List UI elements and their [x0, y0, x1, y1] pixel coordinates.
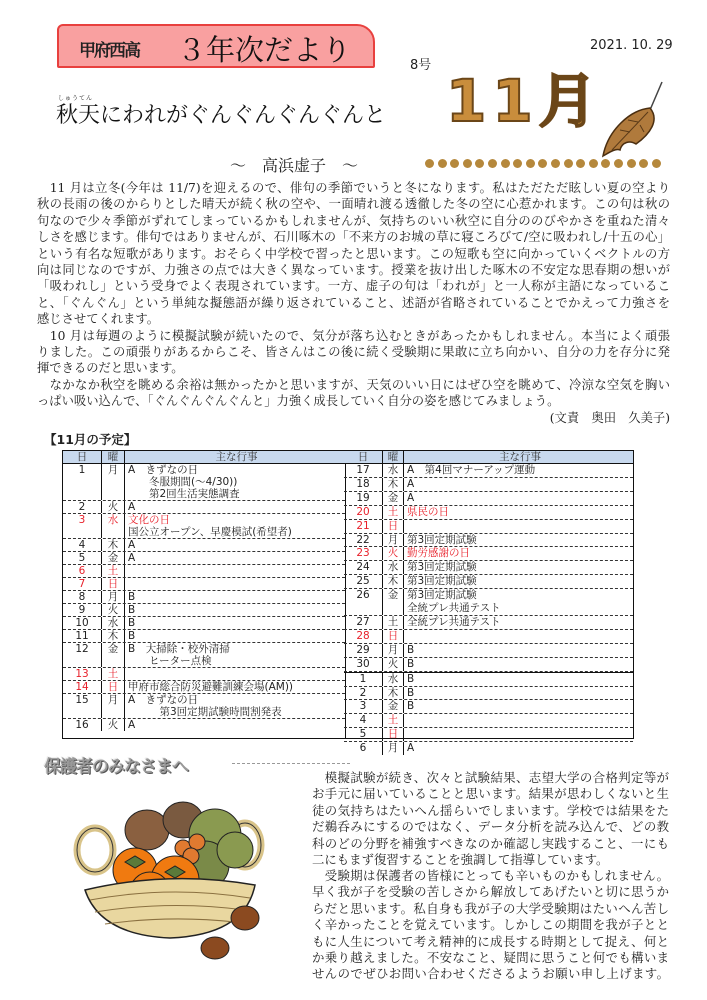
row-day: 水: [383, 561, 404, 574]
divider-dot: [589, 159, 598, 168]
row-day: 日: [383, 520, 404, 533]
schedule-row: [344, 589, 633, 616]
row-day: 金: [383, 492, 404, 505]
row-events: [404, 575, 633, 588]
event-line: [407, 714, 633, 727]
divider-dot: [551, 159, 560, 168]
row-events: [404, 561, 633, 574]
row-date: 26: [344, 589, 383, 615]
parents-message: [312, 770, 669, 983]
row-events: [404, 742, 633, 755]
schedule-row: [344, 547, 633, 561]
row-events: [125, 552, 345, 564]
schedule-row: [63, 578, 345, 591]
row-events: [125, 617, 345, 629]
issue-date: 2021. 10. 29: [590, 38, 673, 53]
row-events: [404, 478, 633, 491]
divider-dot: [463, 159, 472, 168]
header-events: 主な行事: [499, 451, 541, 463]
row-events: [125, 565, 345, 577]
row-day: 木: [102, 630, 125, 642]
newsletter-title: ３年次だより: [177, 33, 352, 67]
school-name: 甲府西高: [79, 41, 139, 61]
row-date: 24: [344, 561, 383, 574]
row-day: 月: [383, 644, 404, 657]
autumn-leaf-icon: [600, 80, 670, 160]
row-events: [125, 719, 345, 731]
article-line: 「吸われし」という受身でよく表現されています。一方、虚子の句は「われが」と一人称が主語になっているこ: [37, 279, 670, 294]
event-line: A: [128, 539, 136, 551]
row-date: 23: [344, 547, 383, 560]
table-header-row: [63, 451, 345, 464]
row-day: 金: [102, 643, 125, 667]
schedule-row: [63, 694, 345, 719]
parents-section-title: 保護者のみなさまへ: [44, 757, 188, 777]
schedule-row: [63, 565, 345, 578]
parents-message-line: か乗り越えました。不安なこと、疑問に思うこと何でも構いま: [312, 949, 669, 965]
parents-message-line: 科のどの分野を補強すべきなのか確認し実践すること、一にも: [312, 835, 669, 851]
divider-dot: [450, 159, 459, 168]
row-day: 木: [383, 687, 404, 700]
row-events: [125, 681, 345, 693]
divider-dot: [564, 159, 573, 168]
schedule-row: [63, 681, 345, 694]
schedule-row: [344, 616, 633, 630]
schedule-row: [63, 604, 345, 617]
row-events: [125, 591, 345, 603]
row-day: 土: [102, 668, 125, 680]
divider-dot: [576, 159, 585, 168]
row-date: 10: [63, 617, 102, 629]
row-day: 木: [383, 575, 404, 588]
row-date: 4: [344, 714, 383, 727]
header-date: 日: [344, 451, 383, 463]
row-date: 3: [344, 700, 383, 713]
schedule-row: [344, 478, 633, 492]
event-line: ヒーター点検: [128, 655, 212, 667]
row-day: 火: [383, 547, 404, 560]
row-day: 土: [102, 565, 125, 577]
row-day: 月: [102, 591, 125, 603]
row-date: 8: [63, 591, 102, 603]
event-line: A: [407, 491, 415, 504]
schedule-row: [344, 561, 633, 575]
dot-divider: [425, 159, 661, 168]
row-events: [125, 514, 345, 538]
divider-dot: [501, 159, 510, 168]
row-events: [404, 728, 633, 741]
row-day: 水: [383, 464, 404, 477]
row-day: 木: [383, 478, 404, 491]
divider-dot: [601, 159, 610, 168]
row-date: 13: [63, 668, 102, 680]
event-line: A: [407, 742, 415, 755]
event-line: 第3回定期試験: [407, 561, 477, 574]
event-line: 国公立オープン、早慶模試(希望者): [128, 526, 292, 538]
row-events: [125, 643, 345, 667]
row-date: 3: [63, 514, 102, 538]
event-line: A: [128, 552, 136, 564]
article-line: 11 月は立冬(今年は 11/7)を迎えるので、俳句の季節でいうと冬になります。私はただただ眩しい夏の空より: [49, 181, 670, 195]
row-date: 28: [344, 630, 383, 643]
schedule-row: [344, 520, 633, 534]
row-events: [404, 589, 633, 615]
article-line: 秋の長雨の後のからりとした晴天が続く秋の空や、一面晴れ渡る透徹した冬の空に心惹かれます。この句は秋の: [37, 197, 670, 212]
divider-dot: [614, 159, 623, 168]
schedule-row: [63, 539, 345, 552]
event-line: A: [128, 719, 136, 731]
schedule-row: [63, 643, 345, 668]
divider-dot: [627, 159, 636, 168]
schedule-row: [344, 575, 633, 589]
row-events: [404, 520, 633, 533]
row-day: 金: [383, 700, 404, 713]
event-line: [407, 520, 633, 533]
row-events: [404, 700, 633, 713]
row-date: 1: [344, 673, 383, 686]
schedule-row: [344, 534, 633, 548]
row-events: [404, 547, 633, 560]
row-day: 日: [383, 728, 404, 741]
row-date: 12: [63, 643, 102, 667]
table-header-row: [344, 451, 633, 464]
event-line: 第3回定期試験: [407, 589, 477, 602]
row-events: [404, 630, 633, 643]
parents-message-line: もに人生について考え精神的に成長する時期として捉え、何と: [312, 933, 669, 949]
schedule-row: [63, 630, 345, 643]
event-line: B: [128, 591, 136, 603]
row-events: [125, 604, 345, 616]
row-day: 水: [383, 673, 404, 686]
row-events: [404, 534, 633, 547]
header-events: 主な行事: [215, 451, 258, 463]
row-date: 21: [344, 520, 383, 533]
event-line: 全統プレ共通テスト: [407, 615, 501, 628]
schedule-row: [344, 644, 633, 658]
row-day: 金: [383, 589, 404, 615]
row-date: 22: [344, 534, 383, 547]
divider-dot: [538, 159, 547, 168]
schedule-row: [344, 672, 633, 687]
event-line: B: [128, 617, 136, 629]
issue-number: 8号: [410, 58, 432, 73]
row-day: 土: [383, 714, 404, 727]
row-day: 月: [383, 742, 404, 755]
article-line: と、「ぐんぐん」という単純な擬態語が繰り返されていること、述語が省略されていることでかえって力強さを: [37, 295, 670, 310]
schedule-row: [63, 464, 345, 501]
article-line: 向は同じなのですが、力強さの点では大きく異なっています。授業を抜け出した啄木の不安定な思春期の想いが: [37, 262, 670, 277]
month-heading: 11月: [446, 67, 603, 135]
schedule-row: [344, 742, 633, 755]
row-events: [125, 668, 345, 680]
parents-message-line: く辛かったことを覚えています。しかしこの期間を我が子とと: [312, 917, 669, 933]
event-line: [128, 578, 345, 590]
row-events: [404, 714, 633, 727]
row-day: 火: [102, 719, 125, 731]
row-day: 土: [383, 616, 404, 629]
parents-message-line: だ鵜呑みにするのではなく、データ分析を読み込んで、どの教: [312, 819, 669, 835]
schedule-title: 【11月の予定】: [44, 432, 137, 447]
row-day: 月: [383, 534, 404, 547]
article-line: 揮できるのだと思います。: [37, 361, 184, 376]
row-date: 9: [63, 604, 102, 616]
row-events: [125, 539, 345, 551]
row-events: [125, 464, 345, 500]
article-line: なかなか秋空を眺める余裕は無かったかと思いますが、天気のいい日にはぜひ空を眺めて、冷涼な空気を胸い: [37, 377, 670, 392]
row-date: 16: [63, 719, 102, 731]
schedule-row: [63, 501, 345, 514]
event-line: 全統プレ共通テスト: [407, 602, 501, 615]
main-article: [37, 180, 670, 426]
row-date: 20: [344, 506, 383, 519]
article-line: という有名な短歌があります。おそらく中学校で習ったと思います。この短歌も空に向かっていくベクトルの方: [37, 246, 670, 261]
row-day: 火: [102, 501, 125, 513]
schedule-row: [63, 617, 345, 630]
row-day: 水: [102, 514, 125, 538]
row-date: 5: [63, 552, 102, 564]
row-events: [404, 658, 633, 671]
divider-dot: [488, 159, 497, 168]
row-day: 火: [102, 604, 125, 616]
event-line: [128, 668, 345, 680]
haiku-author: ～ 高浜虚子 ～: [230, 156, 359, 175]
event-line: B: [128, 604, 136, 616]
event-line: B: [407, 700, 415, 713]
event-line: A きずなの日: [128, 694, 199, 706]
event-line: [128, 565, 345, 577]
row-date: 7: [63, 578, 102, 590]
row-date: 6: [344, 742, 383, 755]
article-line: 10 月は毎週のように模擬試験が続いたので、気分が落ち込むときがあったかもしれません。本当によく頑張: [37, 328, 670, 343]
event-line: A 第4回マナーアップ運動: [407, 464, 536, 476]
event-line: A: [128, 501, 136, 513]
row-date: 19: [344, 492, 383, 505]
event-line: A きずなの日: [128, 464, 199, 476]
schedule-row: [344, 687, 633, 701]
row-date: 14: [63, 681, 102, 693]
divider-dot: [475, 159, 484, 168]
event-line: 第3回定期試験: [407, 533, 477, 546]
row-day: 日: [383, 630, 404, 643]
row-events: [404, 506, 633, 519]
row-date: 30: [344, 658, 383, 671]
parents-message-line: お手元に届いていることと思います。結果が思わしくないと生: [312, 786, 669, 802]
event-line: 甲府市総合防災避難訓練会場(AM)): [128, 681, 294, 693]
event-line: B: [407, 657, 415, 670]
row-date: 2: [344, 687, 383, 700]
row-events: [404, 616, 633, 629]
row-date: 1: [63, 464, 102, 500]
parents-message-line: 早く我が子を受験の苦しさから解放してあげたいと切に思うか: [312, 884, 669, 900]
event-line: 県民の日: [407, 505, 449, 518]
harvest-basket-illustration: [65, 800, 275, 960]
divider-dot: [526, 159, 535, 168]
row-day: 火: [383, 658, 404, 671]
parents-message-line: らだと思います。私自身も我が子の大学受験期はたいへん苦し: [312, 900, 669, 916]
row-day: 木: [102, 539, 125, 551]
row-events: [404, 464, 633, 477]
schedule-row: [344, 700, 633, 714]
schedule-row: [344, 728, 633, 742]
article-line: 句なので少々季節がずれてしまっているかもしれませんが、気持ちのいい秋空に自分ののびやかさを重ねた清々: [37, 213, 670, 228]
row-date: 18: [344, 478, 383, 491]
divider-dot: [652, 159, 661, 168]
parents-message-line: 徒の気持ちはたいへん揺らいでしまいます。学校では結果をた: [312, 802, 669, 818]
haiku-ruby: しゅうてん: [58, 95, 94, 102]
event-line: 第2回生活実態調査: [128, 488, 240, 500]
row-events: [125, 578, 345, 590]
event-line: B: [128, 630, 136, 642]
row-day: 金: [102, 552, 125, 564]
divider-dot: [438, 159, 447, 168]
article-line: りました。この頑張りがあるからこそ、皆さんはこの後に続く受験期に果敢に立ち向かい、自分の力を存分に発: [37, 344, 670, 359]
schedule-table-left: [62, 450, 346, 739]
event-line: 第3回定期試験時間割発表: [128, 706, 282, 718]
divider-dot: [639, 159, 648, 168]
parents-message-line: 二にもまず復習することを強調して指導しています。: [312, 851, 609, 867]
header-date: 日: [63, 451, 102, 463]
row-day: 月: [102, 464, 125, 500]
row-day: 日: [102, 681, 125, 693]
schedule-row: [344, 630, 633, 644]
header-day: 曜: [102, 451, 125, 463]
parents-message-line: せんのでぜひお問い合わせくださるようお願い申し上げます。: [312, 966, 669, 982]
divider-dot: [513, 159, 522, 168]
event-line: B: [407, 672, 415, 685]
schedule-row: [63, 719, 345, 731]
event-line: B: [407, 686, 415, 699]
row-events: [125, 501, 345, 513]
parents-message-line: 受験期は保護者の皆様にとっても辛いものかもしれません。: [312, 867, 669, 883]
row-day: 日: [102, 578, 125, 590]
title-dashed-rule: [232, 763, 350, 764]
row-day: 水: [102, 617, 125, 629]
schedule-row: [344, 658, 633, 672]
row-date: 4: [63, 539, 102, 551]
event-line: B 大掃除・校外清掃: [128, 643, 230, 655]
event-line: [407, 728, 633, 741]
event-line: 勤労感謝の日: [407, 547, 470, 560]
parents-message-line: 模擬試験が続き、次々と試験結果、志望大学の合格判定等が: [312, 770, 669, 785]
schedule-row: [63, 591, 345, 604]
row-events: [125, 694, 345, 718]
row-date: 15: [63, 694, 102, 718]
event-line: 冬服期間(～4/30)): [128, 476, 238, 488]
schedule-row: [344, 464, 633, 478]
row-date: 29: [344, 644, 383, 657]
row-date: 17: [344, 464, 383, 477]
row-day: 月: [102, 694, 125, 718]
event-line: A: [407, 477, 415, 490]
article-signature: (文責 奥田 久美子): [549, 410, 670, 425]
row-day: 土: [383, 506, 404, 519]
schedule-table-right: [344, 450, 634, 755]
row-events: [404, 687, 633, 700]
schedule-row: [344, 714, 633, 728]
event-line: 文化の日: [128, 514, 170, 526]
row-date: 25: [344, 575, 383, 588]
row-events: [125, 630, 345, 642]
schedule-row: [344, 506, 633, 520]
event-line: B: [407, 643, 415, 656]
article-line: 感じさせてくれます。: [37, 312, 159, 327]
row-date: 27: [344, 616, 383, 629]
schedule-row: [63, 552, 345, 565]
event-line: 第3回定期試験: [407, 575, 477, 588]
divider-dot: [425, 159, 434, 168]
haiku-text: 秋天にわれがぐんぐんぐんぐんと: [56, 103, 387, 128]
row-date: 11: [63, 630, 102, 642]
article-line: っぱい吸い込んで、「ぐんぐんぐんぐんと」力強く成長していく自分の姿を感じてみましょう。: [37, 394, 560, 409]
row-date: 5: [344, 728, 383, 741]
schedule-row: [344, 492, 633, 506]
schedule-row: [63, 514, 345, 539]
event-line: [407, 630, 633, 643]
article-line: しさを感じます。俳句ではありませんが、石川啄木の「不来方のお城の草に寝ころびて/空に吸われし/十五の心」: [37, 230, 670, 245]
row-events: [404, 644, 633, 657]
header-day: 曜: [383, 451, 404, 463]
schedule-row: [63, 668, 345, 681]
row-events: [404, 673, 633, 686]
row-events: [404, 492, 633, 505]
row-date: 2: [63, 501, 102, 513]
newsletter-title-box: [57, 24, 375, 68]
row-date: 6: [63, 565, 102, 577]
